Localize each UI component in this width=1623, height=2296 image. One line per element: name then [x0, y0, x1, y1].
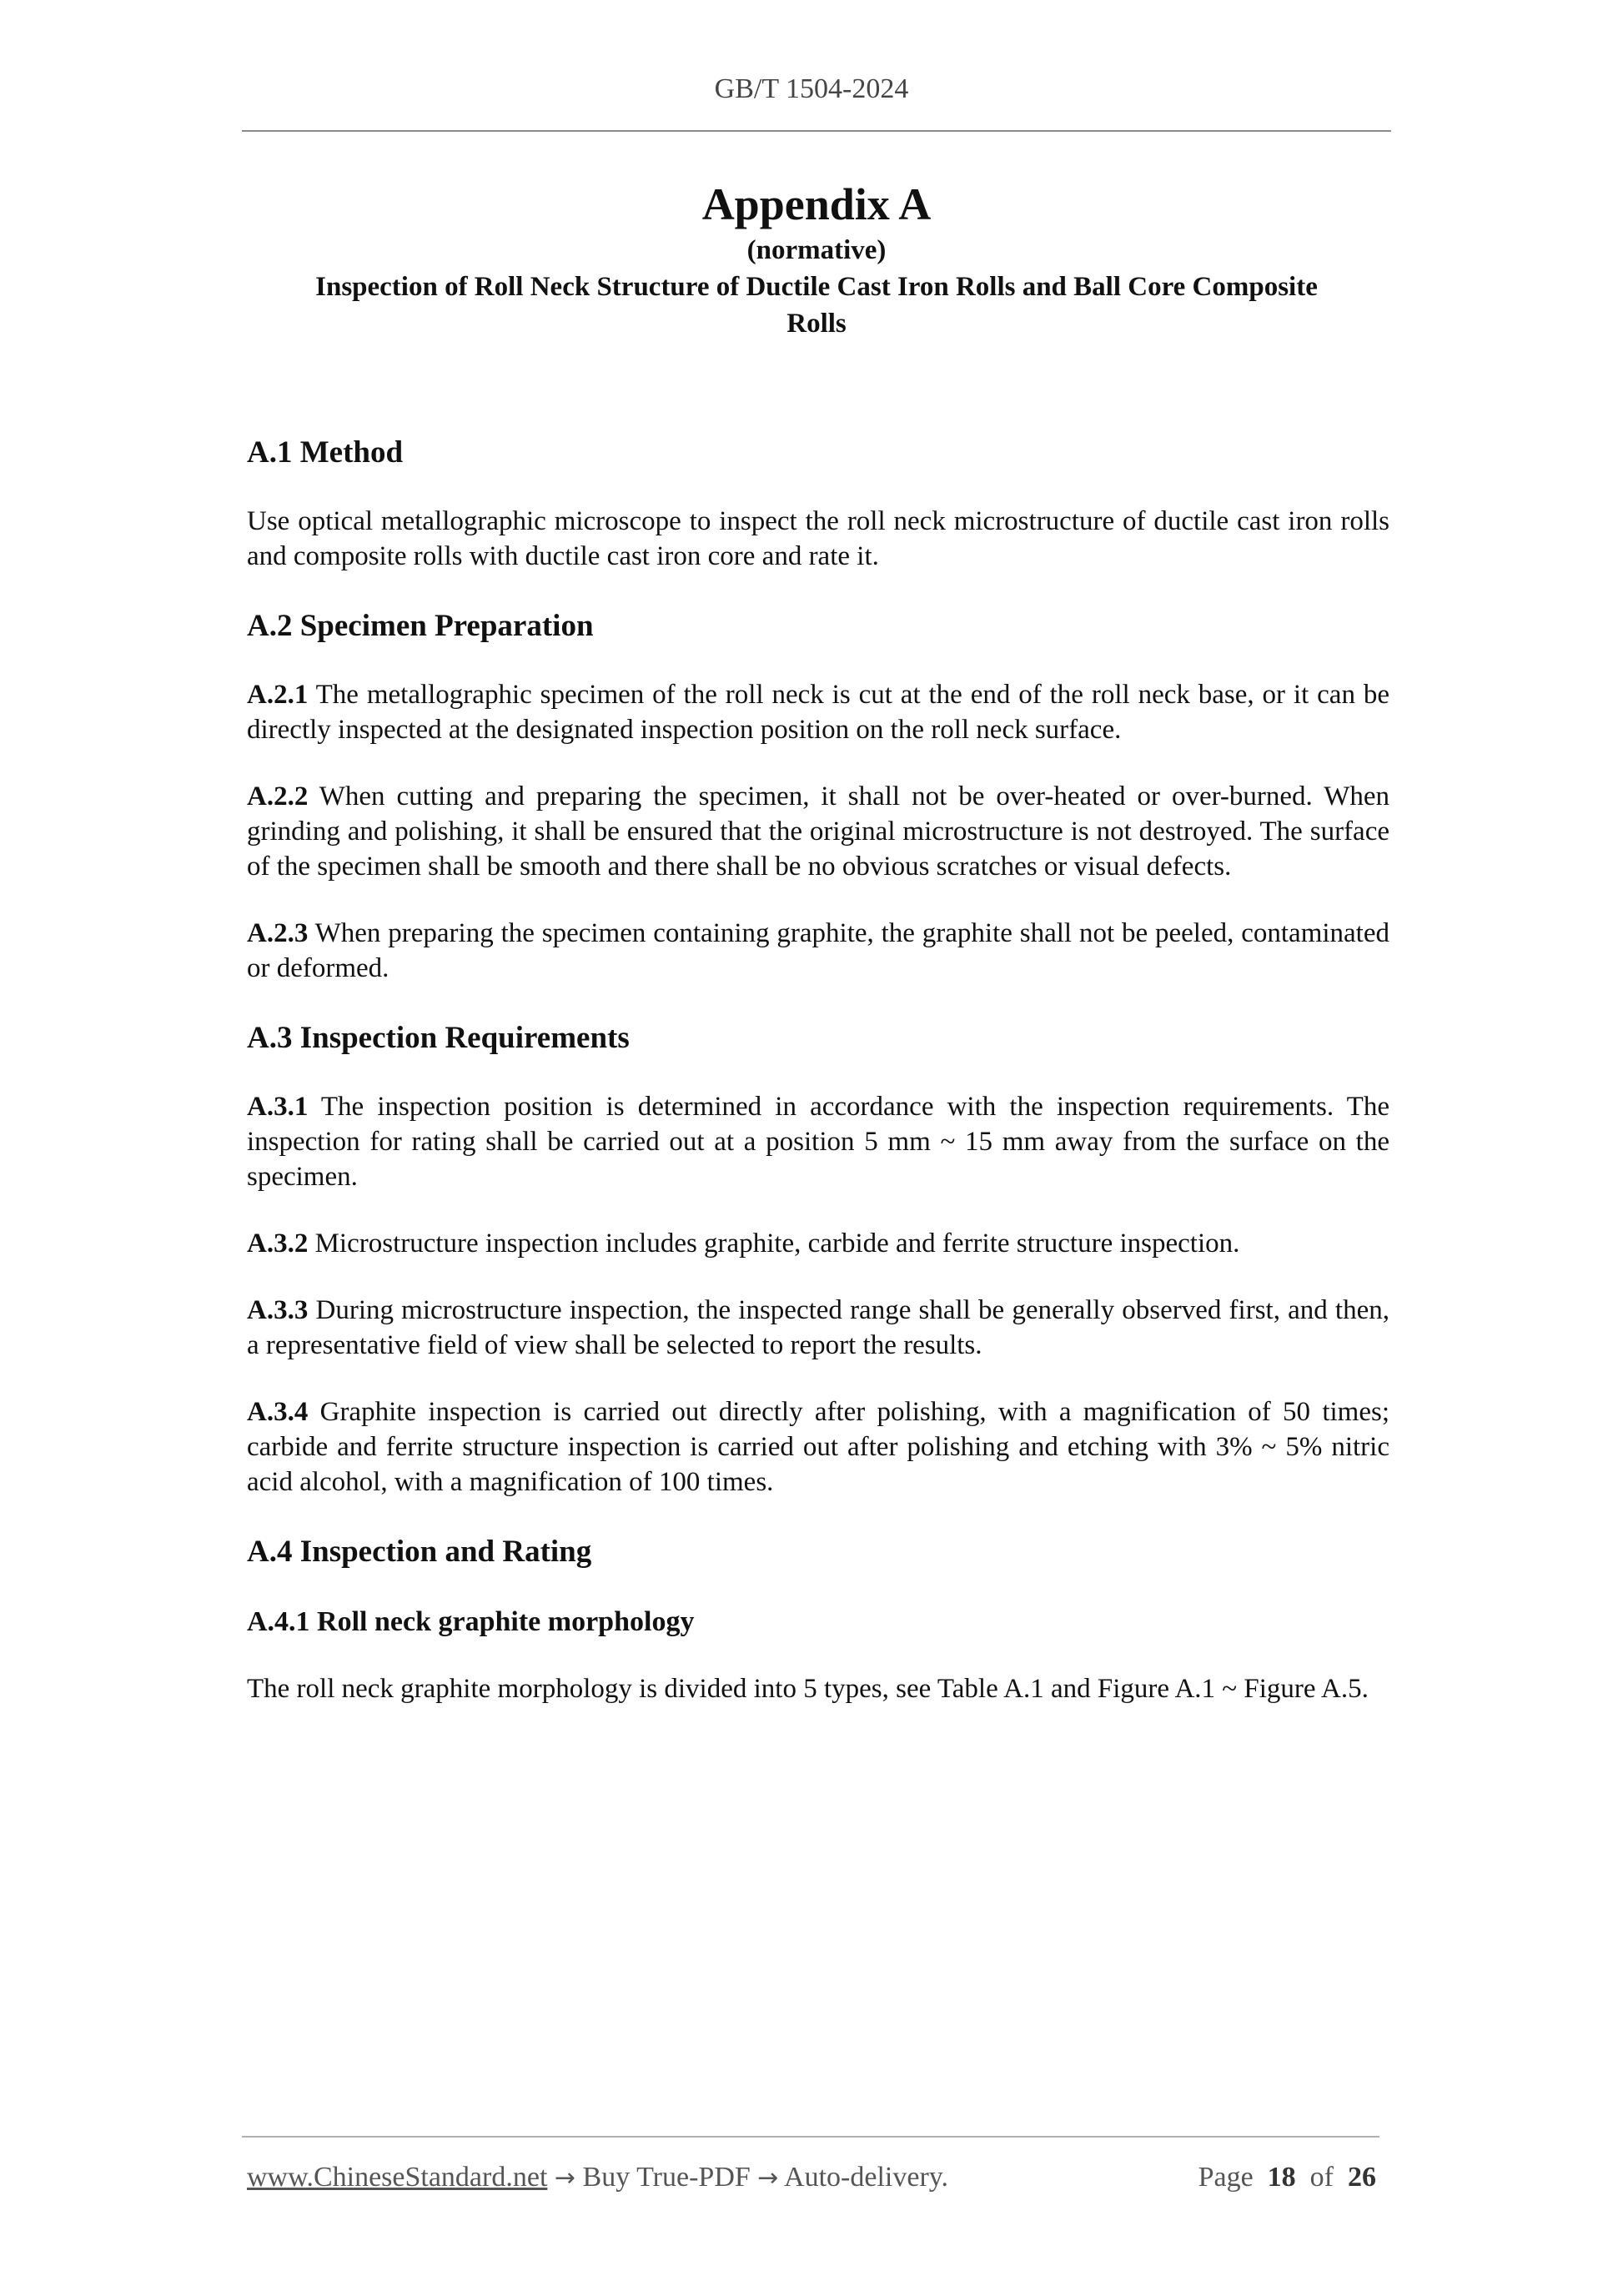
document-body — [247, 432, 1389, 1738]
clause-a2-3 — [247, 916, 1389, 986]
auto-delivery-text: Auto-delivery. — [784, 2162, 949, 2193]
page-indicator — [1198, 2162, 1376, 2193]
buy-pdf-text: Buy True-PDF — [582, 2162, 751, 2193]
clause-a3-3 — [247, 1293, 1389, 1363]
clause-text: When cutting and preparing the specimen, it shall not be over-heated or over-burned. When grinding and polishing, it shall be ensured that the original microstructure is not destroyed. The surface of the specimen shall be smooth and there shall be no obvious scratches or visual defects. — [247, 781, 1389, 882]
clause-a2-1 — [247, 677, 1389, 747]
page-label: Page — [1198, 2162, 1254, 2193]
clause-text: During microstructure inspection, the inspected range shall be generally observed first, and then, a representative field of view shall be selected to report the results. — [247, 1295, 1389, 1360]
section-a3-heading: A.3 Inspection Requirements — [247, 1021, 630, 1055]
section-a2-heading: A.2 Specimen Preparation — [247, 609, 594, 643]
clause-text: Graphite inspection is carried out directly after polishing, with a magnification of 50 times; carbide and ferrite structure inspection is carried out after polishing and etching with 3% ~ 5% nitric acid alcohol, with a magnification of 100 times. — [247, 1397, 1389, 1497]
clause-text: The metallographic specimen of the roll neck is cut at the end of the roll neck base, or it can be directly inspected at the designated inspection position on the roll neck surface. — [247, 680, 1389, 745]
clause-text: The inspection position is determined in accordance with the inspection requirements. The inspection for rating shall be carried out at a position 5 mm ~ 15 mm away from the surface on the specimen. — [247, 1092, 1389, 1192]
arrow-right-icon: → — [757, 2163, 779, 2193]
clause-number: A.2.2 — [247, 781, 309, 811]
clause-a3-1 — [247, 1089, 1389, 1194]
clause-number: A.3.1 — [247, 1092, 309, 1122]
clause-a3-2 — [247, 1226, 1389, 1261]
clause-number: A.3.3 — [247, 1295, 309, 1325]
clause-number: A.2.1 — [247, 680, 309, 710]
clause-a3-4 — [247, 1394, 1389, 1500]
clause-number: A.3.2 — [247, 1228, 309, 1259]
arrow-right-icon: → — [554, 2163, 576, 2193]
current-page-number: 18 — [1267, 2162, 1296, 2193]
clause-a2-2 — [247, 779, 1389, 884]
subsection-a4-1-heading: A.4.1 Roll neck graphite morphology — [247, 1606, 695, 1637]
appendix-type: (normative) — [746, 235, 887, 265]
footer-links — [247, 2162, 948, 2193]
footer-divider — [242, 2136, 1379, 2138]
section-a1-text: Use optical metallographic microscope to inspect the roll neck microstructure of ductile cast iron rolls and composite rolls with ductile cast iron core and rate it. — [247, 506, 1389, 571]
appendix-title-block — [242, 177, 1391, 342]
appendix-description-line1: Inspection of Roll Neck Structure of Ductile Cast Iron Rolls and Ball Core Composite — [315, 272, 1318, 302]
section-a4-heading: A.4 Inspection and Rating — [247, 1535, 592, 1569]
appendix-title: Appendix A — [701, 179, 932, 229]
website-link[interactable]: www.ChineseStandard.net — [247, 2162, 548, 2193]
of-label: of — [1309, 2162, 1334, 2193]
document-code-header: GB/T 1504-2024 — [714, 73, 909, 104]
clause-text: Microstructure inspection includes graphite, carbide and ferrite structure inspection. — [308, 1228, 1240, 1259]
clause-number: A.2.3 — [247, 918, 309, 948]
header-divider — [242, 130, 1391, 132]
section-a1-heading: A.1 Method — [247, 435, 404, 470]
clause-number: A.3.4 — [247, 1397, 309, 1427]
total-pages: 26 — [1348, 2162, 1376, 2193]
section-a4-1-text: The roll neck graphite morphology is divided into 5 types, see Table A.1 and Figure A.1 ~ Figure A.5. — [247, 1674, 1369, 1704]
appendix-description-line2: Rolls — [786, 309, 847, 339]
clause-text: When preparing the specimen containing graphite, the graphite shall not be peeled, contaminated or deformed. — [247, 918, 1389, 983]
